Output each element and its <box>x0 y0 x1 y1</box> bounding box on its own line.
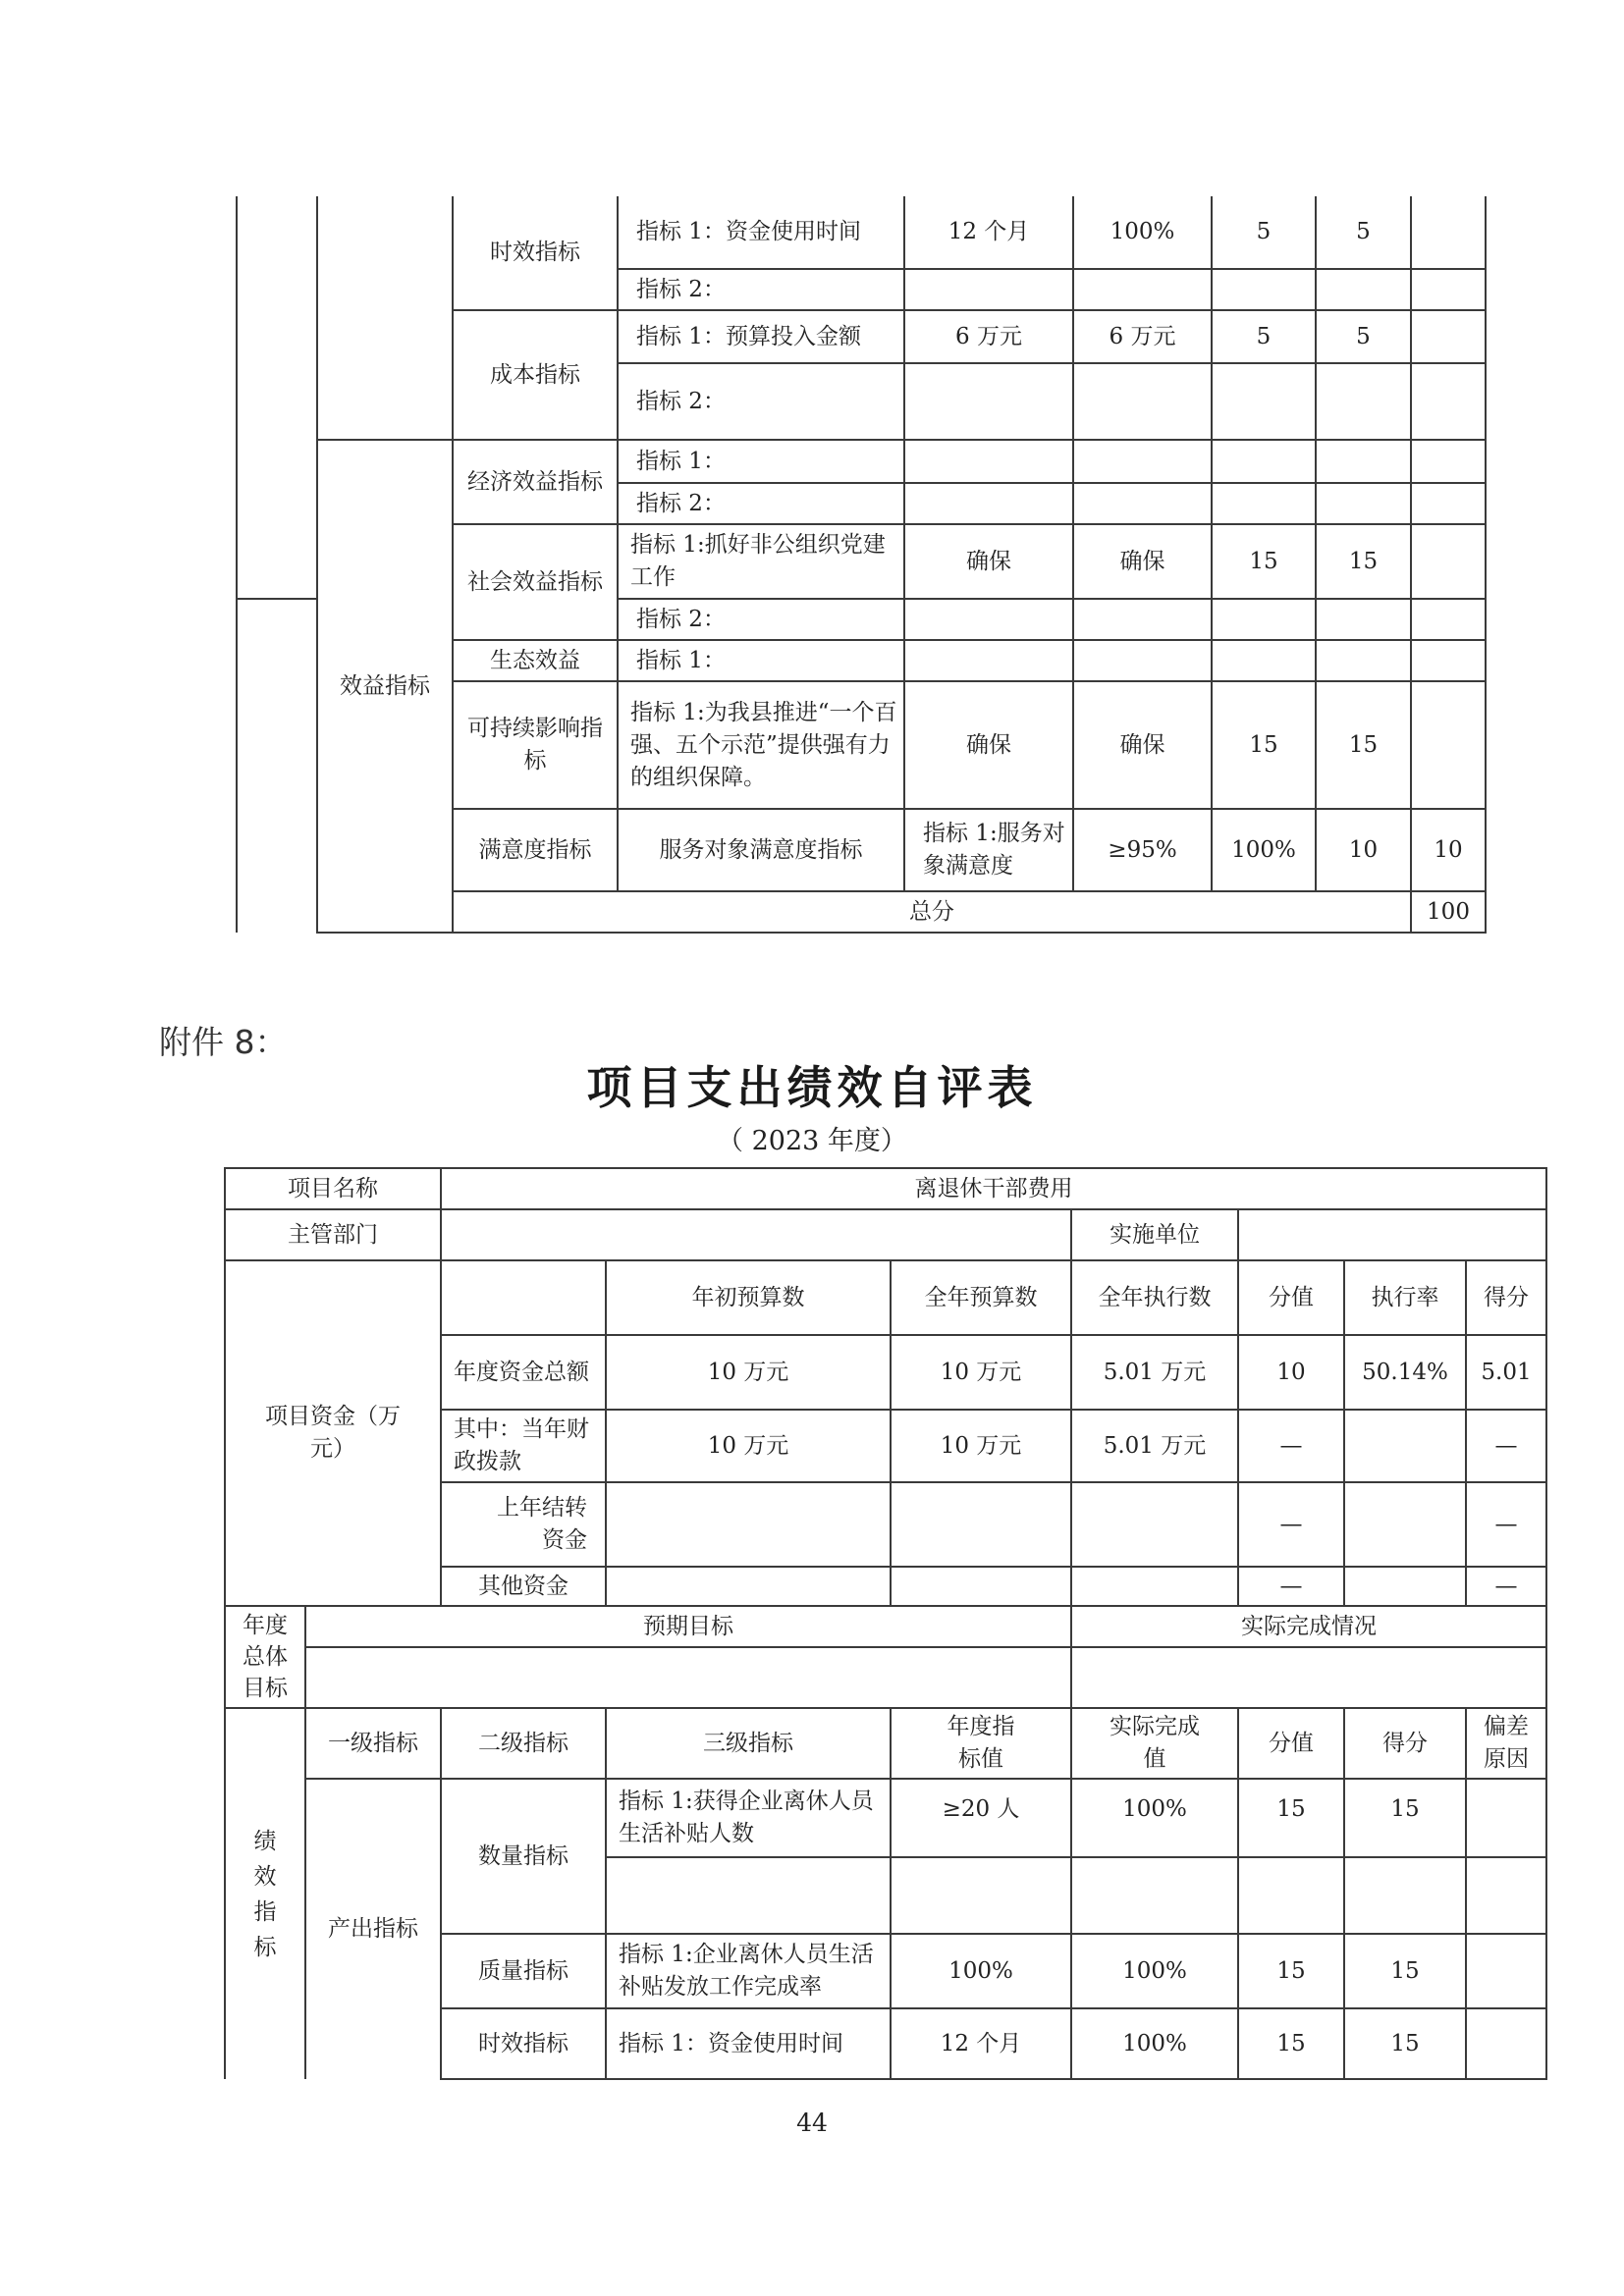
score-max-cell: 15 <box>1212 524 1316 599</box>
funds-label: 项目资金（万元） <box>225 1260 441 1606</box>
perf-score: 15 <box>1344 1934 1466 2008</box>
score-cell: 10 <box>1411 809 1486 891</box>
score-cell: 15 <box>1316 681 1411 809</box>
funds-annual <box>891 1567 1071 1606</box>
indicator-cell: 指标 1:为我县推进“一个百强、五个示范”提供强有力的组织保障。 <box>618 681 904 809</box>
perf-target: 12 个月 <box>891 2008 1071 2079</box>
perf-header-score: 得分 <box>1344 1708 1466 1779</box>
impl-unit-value <box>1238 1209 1546 1260</box>
goal-expected-label: 预期目标 <box>305 1606 1071 1647</box>
goal-actual-label: 实际完成情况 <box>1071 1606 1546 1647</box>
funds-rate <box>1344 1567 1466 1606</box>
target-cell: 12 个月 <box>904 196 1073 269</box>
funds-rate <box>1344 1482 1466 1567</box>
target-cell: 确保 <box>904 681 1073 809</box>
score-cell: 5 <box>1316 310 1411 363</box>
indicator-cell: 指标 1：预算投入金额 <box>618 310 904 363</box>
actual-cell: 确保 <box>1073 681 1212 809</box>
funds-header-score-max: 分值 <box>1238 1260 1344 1335</box>
funds-initial <box>606 1567 891 1606</box>
year-label: （ 2023 年度） <box>717 1126 907 1156</box>
funds-score: — <box>1466 1482 1546 1567</box>
dept-value <box>441 1209 1071 1260</box>
funds-row-label: 其他资金 <box>441 1567 606 1606</box>
level1-cell-output <box>317 196 453 440</box>
funds-row-label: 其中：当年财政拨款 <box>441 1410 606 1482</box>
perf-target: ≥20 人 <box>891 1779 1071 1857</box>
indicator-cell: 指标 1：资金使用时间 <box>618 196 904 269</box>
level2-kechixu: 可持续影响指标 <box>453 681 618 809</box>
level2-fuwu: 服务对象满意度指标 <box>618 809 904 891</box>
perf-l3 <box>606 1857 891 1934</box>
funds-row-label: 上年结转资金 <box>441 1482 606 1567</box>
perf-score-max: 15 <box>1238 1934 1344 2008</box>
page-title: 项目支出绩效自评表 <box>586 1061 1038 1114</box>
perf-score-max: 15 <box>1238 1779 1344 1857</box>
target-cell: 6 万元 <box>904 310 1073 363</box>
funds-initial: 10 万元 <box>606 1335 891 1410</box>
page-number: 44 <box>796 2109 828 2137</box>
indicator-cell: 指标 2： <box>618 269 904 310</box>
funds-score: — <box>1466 1567 1546 1606</box>
actual-cell: 100% <box>1212 809 1316 891</box>
funds-score-max: — <box>1238 1482 1344 1567</box>
indicator-cell: 指标 2： <box>618 363 904 440</box>
funds-score: 5.01 <box>1466 1335 1546 1410</box>
score-max-cell: 5 <box>1212 196 1316 269</box>
perf-header-l1: 一级指标 <box>305 1708 441 1779</box>
funds-row-label: 年度资金总额 <box>441 1335 606 1410</box>
top-performance-table <box>236 196 1487 934</box>
impl-unit-label: 实施单位 <box>1071 1209 1238 1260</box>
indicator-cell: 指标 1:抓好非公组织党建工作 <box>618 524 904 599</box>
perf-l3: 指标 1:获得企业离休人员生活补贴人数 <box>606 1779 891 1857</box>
total-label: 总分 <box>453 891 1411 933</box>
indicator-cell: 指标 2： <box>618 483 904 524</box>
score-cell: 5 <box>1316 196 1411 269</box>
funds-score-max: — <box>1238 1410 1344 1482</box>
perf-l2: 数量指标 <box>441 1779 606 1934</box>
perf-actual: 100% <box>1071 1934 1238 2008</box>
level2-shehui: 社会效益指标 <box>453 524 618 640</box>
perf-actual: 100% <box>1071 2008 1238 2079</box>
actual-cell: 确保 <box>1073 524 1212 599</box>
funds-score-max: — <box>1238 1567 1344 1606</box>
reason-cell <box>1411 196 1486 269</box>
funds-executed: 5.01 万元 <box>1071 1410 1238 1482</box>
perf-header-l3: 三级指标 <box>606 1708 891 1779</box>
indicator-cell: 指标 1： <box>618 440 904 483</box>
perf-header-l2: 二级指标 <box>441 1708 606 1779</box>
score-max-cell: 5 <box>1212 310 1316 363</box>
funds-header-rate: 执行率 <box>1344 1260 1466 1335</box>
perf-l3: 指标 1：资金使用时间 <box>606 2008 891 2079</box>
attachment-label: 附件 8： <box>159 1023 288 1061</box>
level2-shixiao: 时效指标 <box>453 196 618 310</box>
perf-header-reason: 偏差原因 <box>1466 1708 1546 1779</box>
level2-chengben: 成本指标 <box>453 310 618 440</box>
funds-score: — <box>1466 1410 1546 1482</box>
perf-header-target: 年度指标值 <box>891 1708 1071 1779</box>
actual-cell: 100% <box>1073 196 1212 269</box>
perf-l2: 时效指标 <box>441 2008 606 2079</box>
project-name-value: 离退休干部费用 <box>441 1168 1546 1209</box>
perf-score-max: 15 <box>1238 2008 1344 2079</box>
output-label: 产出指标 <box>305 1779 441 2079</box>
funds-rate <box>1344 1410 1466 1482</box>
level1-manyi: 满意度指标 <box>453 809 618 891</box>
funds-executed <box>1071 1567 1238 1606</box>
funds-header-initial: 年初预算数 <box>606 1260 891 1335</box>
indicator-cell: 指标 1:服务对象满意度 <box>904 809 1073 891</box>
score-cell: 15 <box>1316 524 1411 599</box>
target-cell: 确保 <box>904 524 1073 599</box>
perf-score: 15 <box>1344 1779 1466 1857</box>
goal-expected-value <box>305 1647 1071 1708</box>
dept-label: 主管部门 <box>225 1209 441 1260</box>
perf-l2: 质量指标 <box>441 1934 606 2008</box>
score-max-cell: 15 <box>1212 681 1316 809</box>
perf-l3: 指标 1:企业离休人员生活补贴发放工作完成率 <box>606 1934 891 2008</box>
funds-executed <box>1071 1482 1238 1567</box>
funds-annual <box>891 1482 1071 1567</box>
funds-header-annual: 全年预算数 <box>891 1260 1071 1335</box>
self-eval-table <box>224 1167 1547 2080</box>
funds-annual: 10 万元 <box>891 1335 1071 1410</box>
level2-shengtai: 生态效益 <box>453 640 618 681</box>
funds-score-max: 10 <box>1238 1335 1344 1410</box>
funds-initial <box>606 1482 891 1567</box>
perf-header-actual: 实际完成值 <box>1071 1708 1238 1779</box>
perf-target: 100% <box>891 1934 1071 2008</box>
target-cell: ≥95% <box>1073 809 1212 891</box>
perf-header-score-max: 分值 <box>1238 1708 1344 1779</box>
funds-executed: 5.01 万元 <box>1071 1335 1238 1410</box>
funds-header-score: 得分 <box>1466 1260 1546 1335</box>
score-max-cell: 10 <box>1316 809 1411 891</box>
level1-xiaoyi: 效益指标 <box>317 440 453 933</box>
funds-header-executed: 全年执行数 <box>1071 1260 1238 1335</box>
goal-label: 年度总体目标 <box>225 1606 305 1708</box>
perf-actual: 100% <box>1071 1779 1238 1857</box>
indicator-cell: 指标 1： <box>618 640 904 681</box>
perf-label: 绩效指标 <box>225 1708 305 2079</box>
total-max: 100 <box>1411 891 1486 933</box>
goal-actual-value <box>1071 1647 1546 1708</box>
indicator-cell: 指标 2： <box>618 599 904 640</box>
funds-rate: 50.14% <box>1344 1335 1466 1410</box>
actual-cell: 6 万元 <box>1073 310 1212 363</box>
level0-cell-bottom <box>237 599 317 933</box>
project-name-label: 项目名称 <box>225 1168 441 1209</box>
level0-cell <box>237 196 317 599</box>
funds-initial: 10 万元 <box>606 1410 891 1482</box>
level2-jingji: 经济效益指标 <box>453 440 618 524</box>
funds-annual: 10 万元 <box>891 1410 1071 1482</box>
perf-score: 15 <box>1344 2008 1466 2079</box>
